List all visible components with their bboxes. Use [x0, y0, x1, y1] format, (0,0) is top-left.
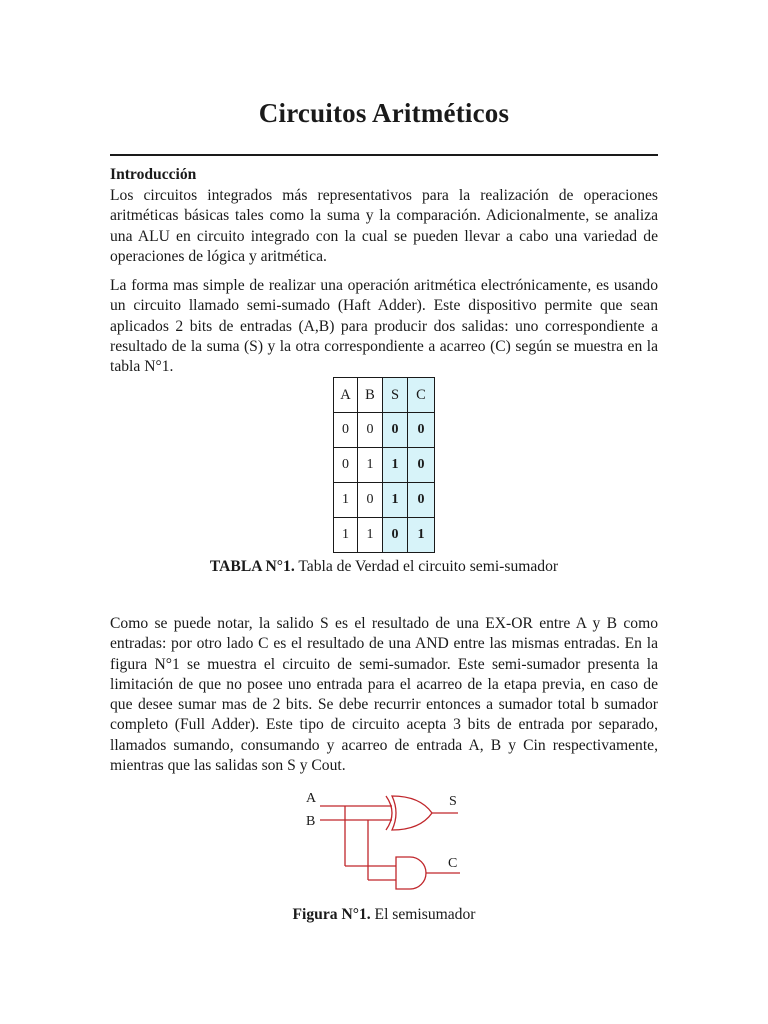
paragraph-full-adder: Como se puede notar, la salido S es el resultado de una EX-OR entre A y B como entradas: por otro lado C es el resultado de una AND entre las mismas entradas. En la figura N°1 se muestra el circuito de semi-sumador. Este semi-sumador presenta la limitación de que no posee uno entrada para el acarreo de la etapa previa, en caso de que desee sumar mas de 2 bits. Se debe recurrir entonces a sumador total b sumador completo (Full Adder). Este tipo de circuito acepta 3 bits de entrada por separado, llamados sumando, consumando y acarreo de entrada A, B y Cin respectivamente, mientras que las salidas son S y Cout.	[110, 615, 658, 775]
truth-table-cell: 0	[334, 448, 358, 483]
truth-table-row	[334, 518, 435, 553]
title-divider	[110, 154, 658, 156]
figure-caption	[0, 906, 768, 924]
truth-table-row	[334, 448, 435, 483]
truth-table-header-row	[334, 378, 435, 413]
paragraph-intro: Los circuitos integrados más representativos para la realización de operaciones aritméticas básicas tales como la suma y la comparación. Adicionalmente, se analiza una ALU en circuito integrado con la cual se pueden llevar a cabo una variedad de operaciones de lógica y aritmética.	[110, 187, 658, 265]
output-s-label: S	[449, 794, 457, 809]
truth-table-cell-output: 0	[383, 413, 408, 448]
figure-caption-label: Figura N°1.	[292, 906, 371, 923]
truth-table-cell: 1	[358, 518, 383, 553]
half-adder-circuit-diagram	[300, 784, 470, 890]
truth-table-cell-output: 0	[408, 483, 435, 518]
truth-table-header-b: B	[358, 378, 383, 413]
output-c-label: C	[448, 856, 458, 871]
table-caption-label: TABLA N°1.	[209, 558, 295, 575]
figure-caption-text: El semisumador	[370, 906, 476, 923]
truth-table-row	[334, 483, 435, 518]
truth-table-cell: 0	[358, 413, 383, 448]
paragraph-half-adder: La forma mas simple de realizar una operación aritmética electrónicamente, es usando un circuito llamado semi-sumado (Haft Adder). Este dispositivo permite que sean aplicados 2 bits de entradas (A,B) para producir dos salidas: uno correspondiente a resultado de la suma (S) y la otra correspondiente a acarreo (C) según se muestra en la tabla N°1.	[110, 277, 658, 376]
table-caption	[0, 558, 768, 576]
truth-table-header-s: S	[383, 378, 408, 413]
truth-table-cell: 1	[334, 518, 358, 553]
truth-table-cell: 0	[334, 413, 358, 448]
truth-table-cell-output: 1	[383, 483, 408, 518]
truth-table-header-a: A	[334, 378, 358, 413]
truth-table	[333, 377, 435, 553]
circuit-wires	[320, 796, 460, 889]
input-a-label: A	[306, 791, 317, 806]
truth-table-cell: 1	[334, 483, 358, 518]
input-b-label: B	[306, 814, 316, 829]
truth-table-cell-output: 1	[408, 518, 435, 553]
truth-table-cell-output: 0	[408, 413, 435, 448]
truth-table-cell-output: 1	[383, 448, 408, 483]
truth-table-cell-output: 0	[408, 448, 435, 483]
table-caption-text: Tabla de Verdad el circuito semi-sumador	[294, 558, 559, 575]
truth-table-cell: 1	[358, 448, 383, 483]
truth-table-row	[334, 413, 435, 448]
truth-table-cell: 0	[358, 483, 383, 518]
page-title: Circuitos Aritméticos	[258, 98, 510, 128]
truth-table-header-c: C	[408, 378, 435, 413]
section-heading-introduccion: Introducción	[110, 166, 197, 183]
truth-table-cell-output: 0	[383, 518, 408, 553]
